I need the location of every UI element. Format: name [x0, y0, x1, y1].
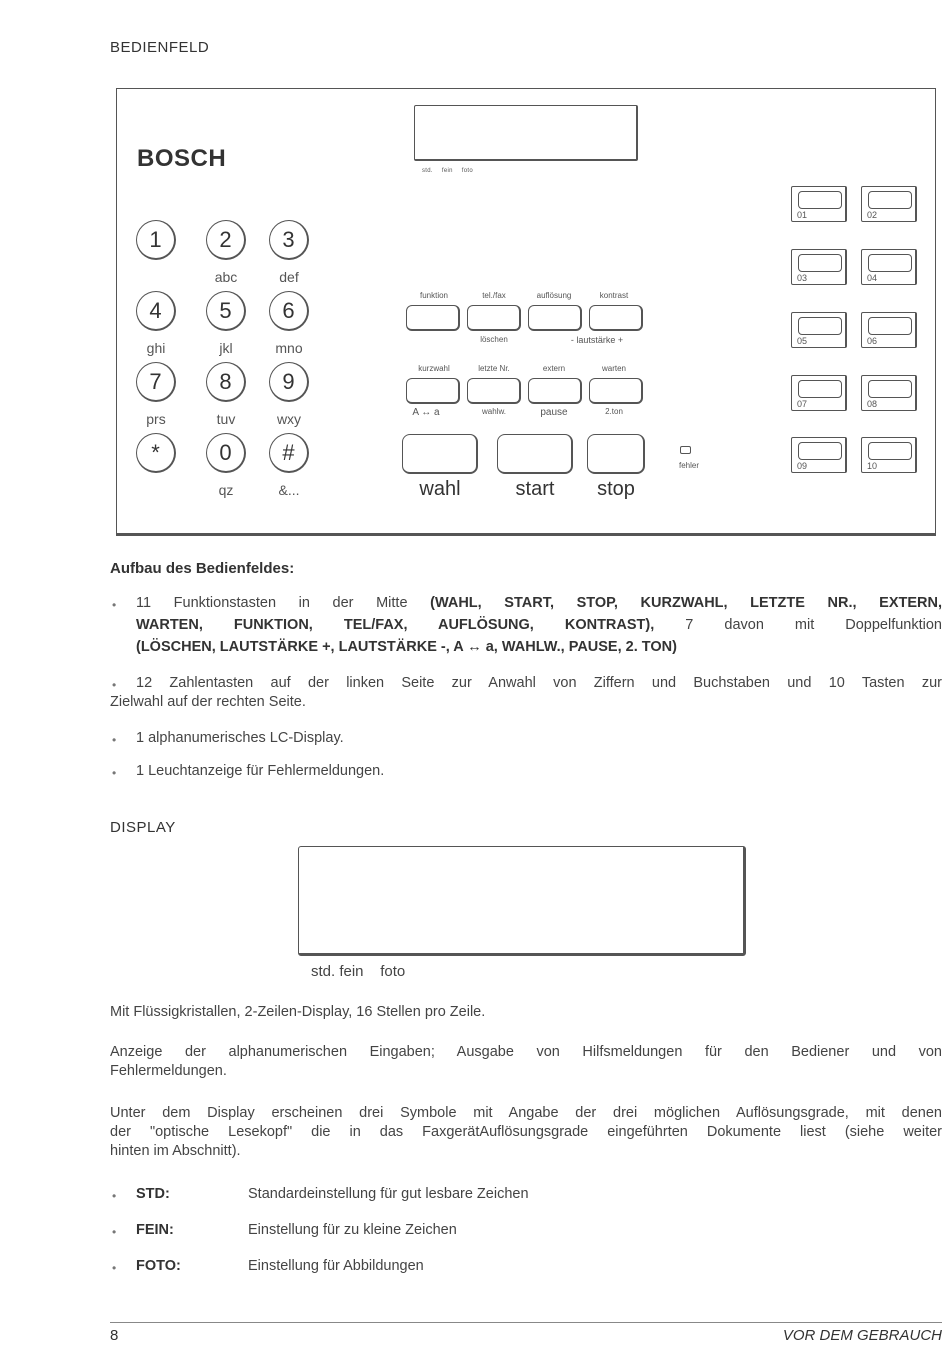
mode-foto-term: FOTO: [136, 1258, 181, 1274]
numkey-2: 2 [206, 220, 246, 260]
speed-dial-05: 05 [791, 312, 847, 348]
numkey-9: 9 [269, 362, 309, 402]
display-para-3-line1: Unter dem Display erscheinen drei Symbole mit Angabe der drei möglichen Auflösungsgrade, mit denen [110, 1105, 942, 1121]
sublabel-lautstaerke: - lautstärke + [570, 335, 624, 345]
display-para-1: Mit Flüssigkristallen, 2-Zeilen-Display, 16 Stellen pro Zeile. [110, 1004, 486, 1020]
numkey-4-letters: ghi [146, 340, 166, 356]
label-tel-fax: tel./fax [482, 291, 506, 300]
key-letzte-nr [467, 378, 521, 404]
aufbau-bullet4: 1 Leuchtanzeige für Fehlermeldungen. [136, 763, 385, 779]
numkey-7: 7 [136, 362, 176, 402]
label-warten: warten [601, 364, 626, 373]
page-number: 8 [110, 1327, 119, 1344]
aufbau-bullet2-line2: Zielwahl auf der rechten Seite. [110, 694, 306, 710]
brand-logo: BOSCH [137, 145, 227, 172]
control-panel-illustration [116, 88, 936, 536]
sublabel-pause: pause [540, 407, 568, 418]
lcd-display-illustration [298, 846, 746, 956]
numkey-4: 4 [136, 291, 176, 331]
sublabel-wahlw: wahlw. [481, 407, 506, 416]
key-kurzwahl [406, 378, 460, 404]
section-title-display: DISPLAY [110, 819, 176, 836]
numkey-7-letters: prs [146, 411, 166, 427]
speed-dial-01: 01 [791, 186, 847, 222]
error-led-icon [680, 446, 691, 454]
aufbau-bullet1-line2: WARTEN, FUNKTION, TEL/FAX, AUFLÖSUNG, KONTRAST), 7 davon mit Doppelfunktion [136, 617, 942, 633]
mode-foto-desc: Einstellung für Abbildungen [248, 1258, 424, 1274]
key-aufloesung [528, 305, 582, 331]
numkey-hash-letters: &... [278, 482, 300, 498]
aufbau-bullet3: 1 alphanumerisches LC-Display. [136, 730, 344, 746]
display-para-3-line2: der "optische Lesekopf" die in das FaxgerätAuflösungsgrade eingeführten Dokumente liest (siehe weiter [110, 1124, 942, 1140]
bullet-icon: • [112, 678, 117, 692]
indicator-std: std. [422, 168, 433, 174]
speed-dial-04: 04 [861, 249, 917, 285]
numkey-star: * [136, 433, 176, 473]
label-letzte-nr: letzte Nr. [478, 364, 510, 373]
bullet-icon: • [112, 766, 117, 780]
numkey-0: 0 [206, 433, 246, 473]
numkey-hash: # [269, 433, 309, 473]
speed-dial-10: 10 [861, 437, 917, 473]
label-kurzwahl: kurzwahl [418, 364, 450, 373]
numkey-3: 3 [269, 220, 309, 260]
speed-dial-08: 08 [861, 375, 917, 411]
numkey-1: 1 [136, 220, 176, 260]
numkey-8-letters: tuv [216, 411, 236, 427]
key-extern [528, 378, 582, 404]
label-aufloesung: auflösung [536, 291, 572, 300]
speed-dial-09: 09 [791, 437, 847, 473]
mode-fein-desc: Einstellung für zu kleine Zeichen [248, 1222, 457, 1238]
speed-dial-03: 03 [791, 249, 847, 285]
aufbau-title: Aufbau des Bedienfeldes: [110, 560, 295, 577]
mode-std-desc: Standardeinstellung für gut lesbare Zeichen [248, 1186, 529, 1202]
numkey-6-letters: mno [275, 340, 303, 356]
label-start: start [515, 478, 555, 500]
label-stop: stop [597, 478, 635, 500]
display-para-3-line3: hinten im Abschnitt). [110, 1143, 241, 1159]
panel-display-indicators [422, 168, 482, 174]
key-wahl [402, 434, 478, 474]
indicator-foto: foto [461, 168, 473, 174]
footer-section: VOR DEM GEBRAUCH [782, 1327, 942, 1344]
key-funktion [406, 305, 460, 331]
sublabel-2ton: 2.ton [605, 407, 623, 416]
section-title-bedienfeld: BEDIENFELD [110, 39, 210, 56]
label-funktion: funktion [419, 291, 449, 300]
bullet-icon: • [112, 733, 117, 747]
bullet-icon: • [112, 1225, 117, 1239]
mode-fein-term: FEIN: [136, 1222, 174, 1238]
key-start [497, 434, 573, 474]
panel-lcd-display [414, 105, 638, 161]
speed-dial-07: 07 [791, 375, 847, 411]
label-extern: extern [542, 364, 566, 373]
numkey-9-letters: wxy [276, 411, 302, 427]
numkey-8: 8 [206, 362, 246, 402]
label-kontrast: kontrast [599, 291, 629, 300]
sublabel-a-case: A ↔ a [412, 407, 440, 418]
aufbau-bullet1-line1: 11 Funktionstasten in der Mitte (WAHL, START, STOP, KURZWAHL, LETZTE NR., EXTERN, [136, 595, 942, 611]
bullet-icon: • [112, 598, 117, 612]
speed-dial-06: 06 [861, 312, 917, 348]
key-tel-fax [467, 305, 521, 331]
numkey-5-letters: jkl [219, 340, 233, 356]
numkey-0-letters: qz [218, 482, 234, 498]
label-fehler: fehler [678, 461, 699, 470]
speed-dial-02: 02 [861, 186, 917, 222]
display-indicators: std. fein foto [311, 963, 406, 980]
key-kontrast [589, 305, 643, 331]
mode-std-term: STD: [136, 1186, 170, 1202]
footer-rule [110, 1322, 942, 1323]
key-stop [587, 434, 645, 474]
aufbau-bullet1-line3: (LÖSCHEN, LAUTSTÄRKE +, LAUTSTÄRKE -, A ↔ a, WAHLW., PAUSE, 2. TON) [136, 639, 677, 655]
display-para-2-line1: Anzeige der alphanumerischen Eingaben; Ausgabe von Hilfsmeldungen für den Bediener und von [110, 1044, 942, 1060]
key-warten [589, 378, 643, 404]
numkey-5: 5 [206, 291, 246, 331]
display-para-2-line2: Fehlermeldungen. [110, 1063, 227, 1079]
numkey-6: 6 [269, 291, 309, 331]
bullet-icon: • [112, 1189, 117, 1203]
sublabel-loeschen: löschen [480, 335, 508, 344]
numkey-2-letters: abc [214, 269, 238, 285]
aufbau-bullet2-line1: 12 Zahlentasten auf der linken Seite zur Anwahl von Ziffern und Buchstaben und 10 Tasten zur [136, 675, 942, 691]
label-wahl: wahl [419, 478, 461, 500]
numkey-3-letters: def [279, 269, 299, 285]
indicator-fein: fein [441, 168, 453, 174]
bullet-icon: • [112, 1261, 117, 1275]
